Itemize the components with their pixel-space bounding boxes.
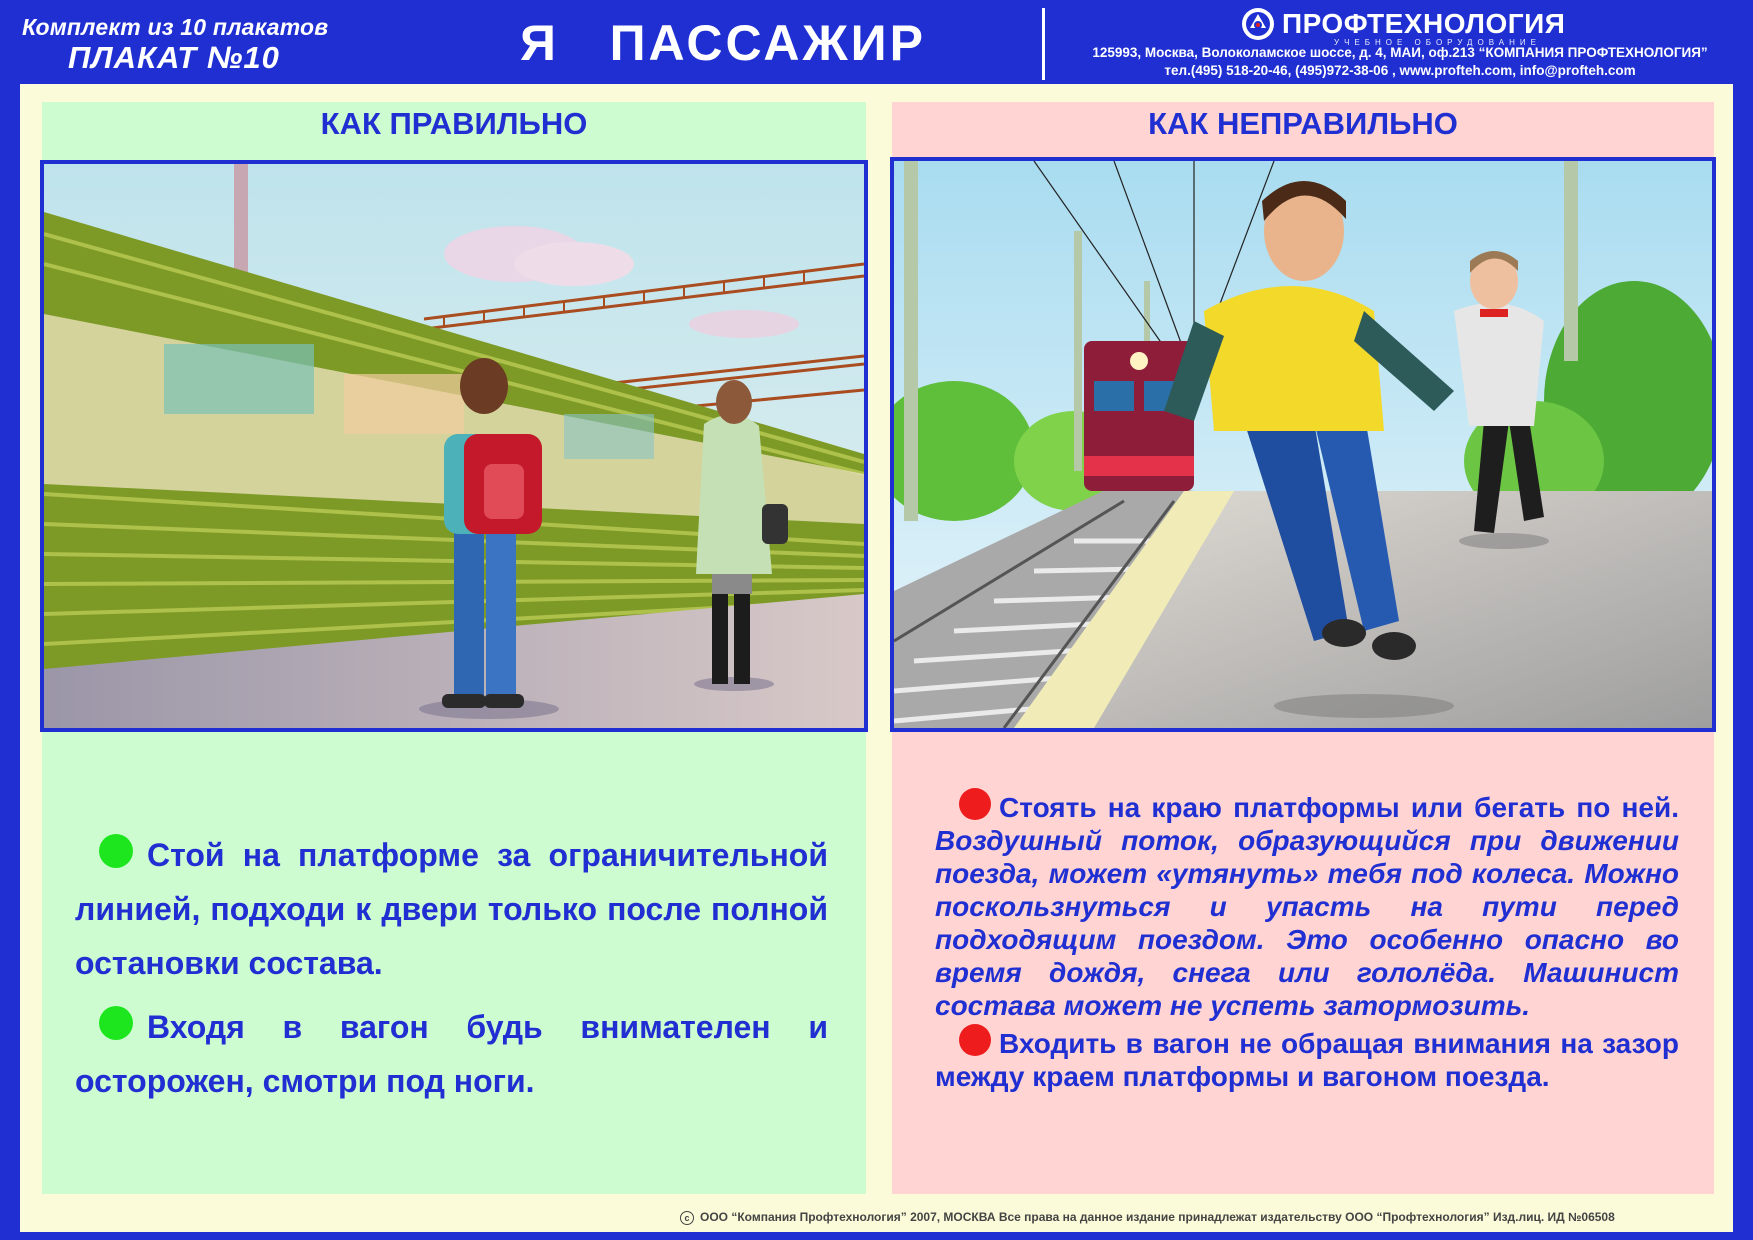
children-running-on-platform-illustration-icon: [894, 161, 1712, 728]
header: [0, 0, 1753, 84]
wrong-rule-1: [935, 788, 1679, 1022]
correct-rule-1: [75, 828, 828, 990]
correct-heading: КАК ПРАВИЛЬНО: [320, 106, 588, 141]
copyright-icon: c: [680, 1211, 694, 1225]
wrong-rule-2: [935, 1024, 1679, 1093]
wrong-rule-1-lead: Стоять на краю платформы или бегать по ней.: [999, 792, 1679, 823]
green-bullet-icon: [99, 834, 133, 868]
poster-number: ПЛАКАТ №10: [68, 40, 280, 75]
platform-passengers-waiting-illustration-icon: [44, 164, 864, 728]
green-bullet-icon: [99, 1006, 133, 1040]
correct-rule-2: [75, 1000, 828, 1108]
header-divider: [1042, 8, 1045, 80]
correct-rule-1-text: Стой на платформе за ограничительной линией, подходи к двери только после полной остановки состава.: [75, 837, 828, 981]
wrong-heading: КАК НЕПРАВИЛЬНО: [1148, 106, 1458, 141]
footer-copyright: ООО “Компания Профтехнология” 2007, МОСКВА Все права на данное издание принадлежат издательству ООО “Профтехнология” Изд.лиц. ИД №06508: [700, 1210, 1615, 1224]
brand-subtitle: УЧЕБНОЕ ОБОРУДОВАНИЕ: [1334, 38, 1541, 47]
correct-illustration: [40, 160, 868, 732]
red-bullet-icon: [959, 788, 991, 820]
correct-rules: [75, 828, 828, 1118]
brand-name: ПРОФТЕХНОЛОГИЯ: [1282, 8, 1566, 39]
brand-logo-icon: [1240, 6, 1276, 42]
wrong-rules: [935, 788, 1679, 1095]
set-label: Комплект из 10 плакатов: [22, 14, 329, 40]
poster-title: Я ПАССАЖИР: [520, 15, 926, 71]
correct-rule-2-text: Входя в вагон будь внимателен и осторожен, смотри под ноги.: [75, 1009, 828, 1099]
wrong-rule-2-text: Входить в вагон не обращая внимания на зазор между краем платформы и вагоном поезда.: [935, 1028, 1679, 1092]
red-bullet-icon: [959, 1024, 991, 1056]
wrong-illustration: [890, 157, 1716, 732]
company-contacts: тел.(495) 518-20-46, (495)972-38-06 , www.profteh.com, info@profteh.com: [1164, 63, 1636, 78]
company-address: 125993, Москва, Волоколамское шоссе, д. 4, МАИ, оф.213 “КОМПАНИЯ ПРОФТЕХНОЛОГИЯ”: [1092, 45, 1708, 60]
wrong-rule-1-detail: Воздушный поток, образующийся при движении поезда, может «утянуть» тебя под колеса. Можно поскользнуться и упасть на пути перед подходящим поездом. Это особенно опасно во время дождя, снега или гололёда. Машинист состава может не успеть затормозить.: [935, 825, 1679, 1021]
footer: [680, 1210, 1615, 1225]
